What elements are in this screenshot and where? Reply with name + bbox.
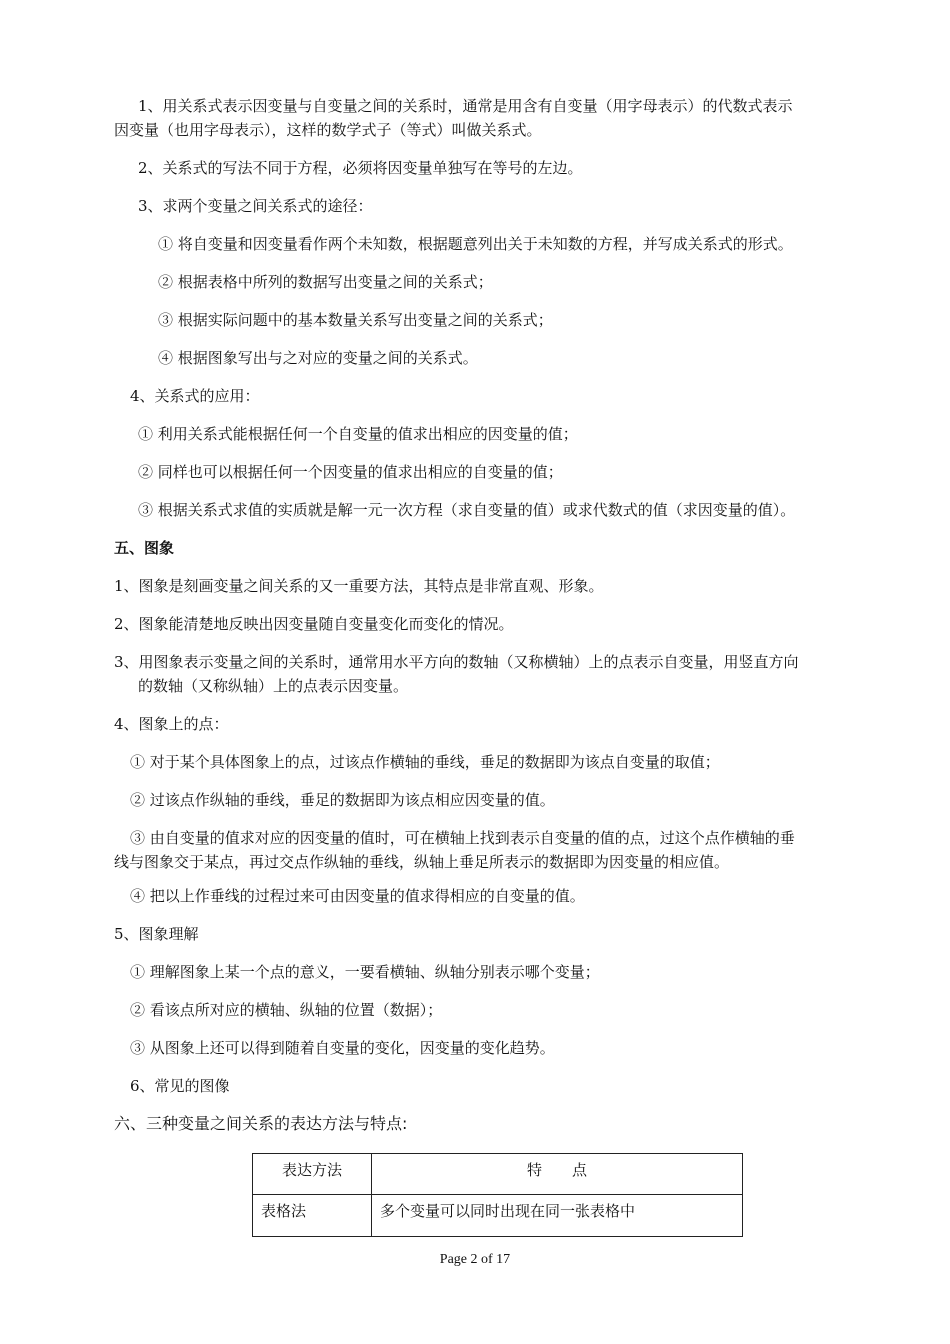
section5-item5: 5、图象理解 bbox=[114, 925, 199, 943]
relations-item4-sub3: ③ 根据关系式求值的实质就是解一元一次方程（求自变量的值）或求代数式的值（求因变量的值）。 bbox=[138, 501, 796, 519]
section5-item4-sub1: ① 对于某个具体图象上的点，过该点作横轴的垂线，垂足的数据即为该点自变量的取值； bbox=[130, 753, 720, 771]
table-row bbox=[253, 1195, 743, 1237]
relations-item3-sub3: ③ 根据实际问题中的基本数量关系写出变量之间的关系式； bbox=[158, 311, 553, 329]
section5-item4-sub2: ② 过该点作纵轴的垂线，垂足的数据即为该点相应因变量的值。 bbox=[130, 791, 555, 809]
section5-item4: 4、图象上的点： bbox=[114, 715, 229, 733]
section5-item4-sub3-line2: 线与图象交于某点，再过交点作纵轴的垂线，纵轴上垂足所表示的数据即为因变量的相应值。 bbox=[114, 853, 730, 871]
section5-item6: 6、常见的图像 bbox=[130, 1077, 230, 1095]
section5-heading: 五、图象 bbox=[114, 539, 175, 557]
relations-item1-line2: 因变量（也用字母表示），这样的数学式子（等式）叫做关系式。 bbox=[114, 121, 542, 139]
expression-methods-table bbox=[252, 1153, 743, 1237]
section5-item5-sub2: ② 看该点所对应的横轴、纵轴的位置（数据）； bbox=[130, 1001, 443, 1019]
table-header-cell: 特 点 bbox=[372, 1154, 743, 1195]
section5-item5-sub3: ③ 从图象上还可以得到随着自变量的变化，因变量的变化趋势。 bbox=[130, 1039, 555, 1057]
section5-item1: 1、图象是刻画变量之间关系的又一重要方法，其特点是非常直观、形象。 bbox=[114, 577, 604, 595]
page-footer: Page 2 of 17 bbox=[439, 1252, 511, 1267]
relations-item1-line1: 1、用关系式表示因变量与自变量之间的关系时，通常是用含有自变量（用字母表示）的代数式表示 bbox=[138, 97, 793, 115]
section6-heading: 六、三种变量之间关系的表达方法与特点: bbox=[114, 1114, 408, 1133]
relations-item3-sub2: ② 根据表格中所列的数据写出变量之间的关系式； bbox=[158, 273, 493, 291]
section5-item4-sub4: ④ 把以上作垂线的过程过来可由因变量的值求得相应的自变量的值。 bbox=[130, 887, 585, 905]
section5-item3-line2: 的数轴（又称纵轴）上的点表示因变量。 bbox=[138, 677, 409, 695]
relations-item3-sub1: ① 将自变量和因变量看作两个未知数，根据题意列出关于未知数的方程，并写成关系式的形式。 bbox=[158, 235, 793, 253]
section5-item4-sub3-line1: ③ 由自变量的值求对应的因变量的值时，可在横轴上找到表示自变量的值的点，过这个点作横轴的垂 bbox=[130, 829, 795, 847]
relations-item4-sub2: ② 同样也可以根据任何一个因变量的值求出相应的自变量的值； bbox=[138, 463, 563, 481]
section5-item3-line1: 3、用图象表示变量之间的关系时，通常用水平方向的数轴（又称横轴）上的点表示自变量，用竖直方向 bbox=[114, 653, 799, 671]
section5-item5-sub1: ① 理解图象上某一个点的意义，一要看横轴、纵轴分别表示哪个变量； bbox=[130, 963, 600, 981]
table-header-cell: 表达方法 bbox=[253, 1154, 372, 1195]
table-header-row bbox=[253, 1154, 743, 1195]
table-cell: 表格法 bbox=[253, 1195, 372, 1237]
relations-item3: 3、求两个变量之间关系式的途径： bbox=[138, 197, 373, 215]
relations-item4-sub1: ① 利用关系式能根据任何一个自变量的值求出相应的因变量的值； bbox=[138, 425, 578, 443]
relations-item2: 2、关系式的写法不同于方程，必须将因变量单独写在等号的左边。 bbox=[138, 159, 583, 177]
relations-item3-sub4: ④ 根据图象写出与之对应的变量之间的关系式。 bbox=[158, 349, 478, 367]
section5-item2: 2、图象能清楚地反映出因变量随自变量变化而变化的情况。 bbox=[114, 615, 514, 633]
table-cell: 多个变量可以同时出现在同一张表格中 bbox=[372, 1195, 743, 1237]
relations-item4: 4、关系式的应用： bbox=[130, 387, 260, 405]
